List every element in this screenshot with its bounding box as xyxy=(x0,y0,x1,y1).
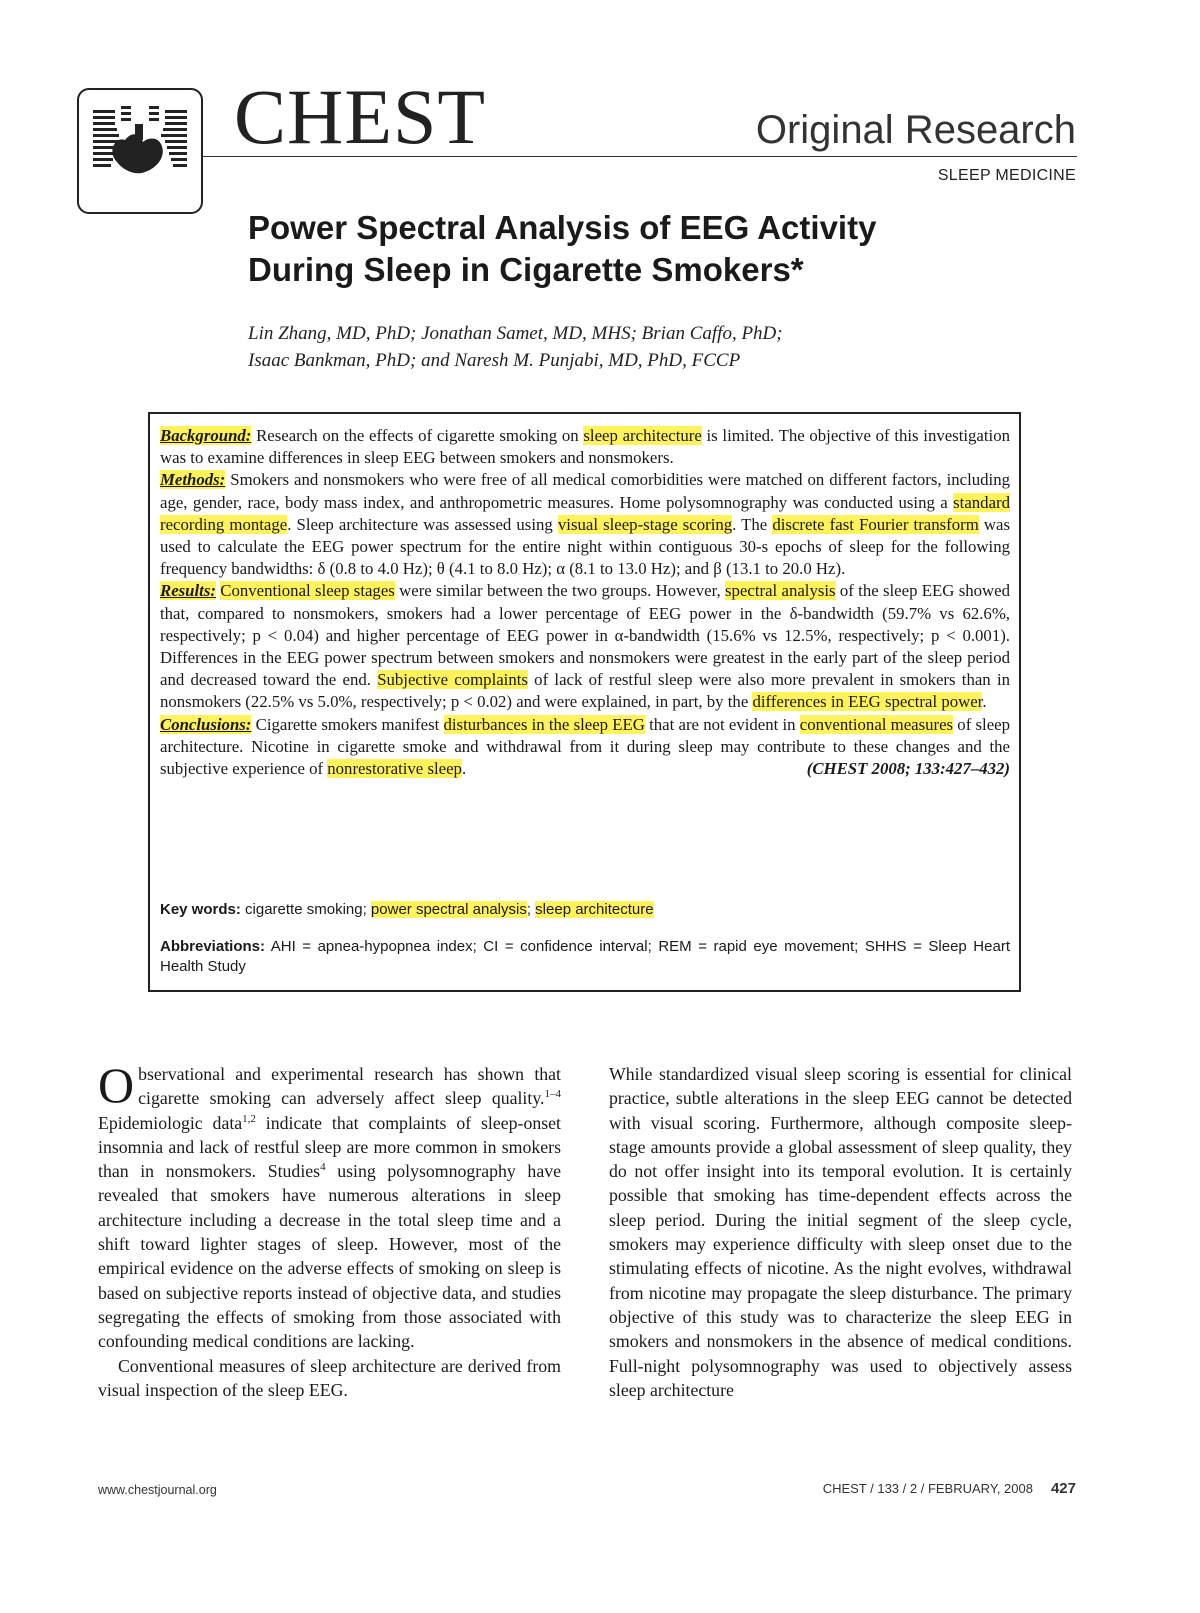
highlight: power spectral analysis xyxy=(370,901,527,918)
footer-issue xyxy=(823,1480,1076,1497)
abstract-text: Cigarette smokers manifest xyxy=(251,714,444,734)
highlight: differences in EEG spectral power xyxy=(752,692,983,712)
author-list xyxy=(248,320,1068,374)
background-label: Background: xyxy=(160,426,252,445)
body-paragraph: While standardized visual sleep scoring is essential for clinical practice, subtle alterations in the sleep EEG cannot be detected with visual scoring. Furthermore, although composite sleep-stage amounts provide a global assessment of sleep quality, they do not offer insight into its temporal evolution. It is certainly possible that smoking has time-dependent effects across the sleep period. During the initial segment of the sleep cycle, smokers may experience difficulty with sleep onset due to the stimulating effects of nicotine. As the night evolves, withdrawal from nicotine may propagate the sleep disturbance. The primary objective of this study was to characterize the sleep EEG in smokers and nonsmokers in the absence of medical conditions. Full-night polysomnography was used to objectively assess sleep architecture xyxy=(609,1064,1072,1400)
results-label: Results: xyxy=(160,581,216,601)
abstract-text: that are not evident in xyxy=(644,714,800,734)
abstract-text: . xyxy=(982,692,987,712)
article-title xyxy=(248,207,1068,291)
reference-superscript: 1,2 xyxy=(242,1112,256,1125)
keywords xyxy=(160,900,1010,920)
keywords-label: Key words: xyxy=(160,901,241,918)
abbreviations-text: AHI = apnea-hypopnea index; CI = confidence interval; REM = rapid eye movement; SHHS = Sleep Heart Health Study xyxy=(160,938,1010,975)
abstract-text: . Sleep architecture was assessed using xyxy=(287,514,558,534)
abstract-text: of lack of restful sleep were also more prevalent in smokers than in nonsmokers (22.5% vs 5.0%, respectively; p < 0.02) and were explained, in part, by the xyxy=(160,670,1010,712)
title-line: During Sleep in Cigarette Smokers* xyxy=(248,251,804,288)
abbreviations-label: Abbreviations: xyxy=(160,938,266,955)
highlight: disturbances in the sleep EEG xyxy=(443,714,645,734)
abstract-text: was used to calculate the EEG power spectrum for the entire night within contiguous 30-s epochs of sleep for the following frequency bandwidths: δ (0.8 to 4.0 Hz); θ (4.1 to 8.0 Hz); α (8.1 to 13.0 Hz); and β (13.1 to 20.0 Hz). xyxy=(160,514,1010,579)
body-paragraph xyxy=(98,1057,561,1354)
authors-line: Isaac Bankman, PhD; and Naresh M. Punjabi, MD, PhD, FCCP xyxy=(248,350,741,371)
abstract-text: of sleep architecture. Nicotine in cigarette smoke and withdrawal from it during sleep may contribute to these changes and the subjective experience of xyxy=(160,714,1010,779)
highlight: Conventional sleep stages xyxy=(220,581,395,601)
abstract-results xyxy=(160,580,1010,713)
citation: (CHEST 2008; 133:427–432) xyxy=(806,759,1010,779)
issue-info: CHEST / 133 / 2 / FEBRUARY, 2008 xyxy=(822,1481,1033,1496)
drop-cap: O xyxy=(98,1057,135,1113)
body-column-left xyxy=(98,1057,561,1402)
abstract xyxy=(160,425,1010,780)
abstract-text: is limited. The objective of this investigation was to examine differences in sleep EEG between smokers and nonsmokers. xyxy=(160,426,1010,468)
highlight: sleep architecture xyxy=(535,901,654,918)
highlight: spectral analysis xyxy=(725,581,836,601)
highlight: discrete fast Fourier transform xyxy=(772,514,979,534)
title-line: Power Spectral Analysis of EEG Activity xyxy=(248,209,877,246)
keywords-text: cigarette smoking; xyxy=(240,901,371,918)
body-column-right xyxy=(609,1062,1072,1402)
body-text: bservational and experimental research has shown that cigarette smoking can adversely affect sleep quality. xyxy=(138,1064,561,1109)
abstract-background xyxy=(160,425,1010,469)
journal-name: CHEST xyxy=(234,73,487,160)
highlight: standard recording montage xyxy=(160,492,1010,534)
highlight: visual sleep-stage scoring xyxy=(557,514,733,534)
abstract-text: of the sleep EEG showed that, compared to nonsmokers, smokers had a lower percentage of EEG power in the δ-bandwidth (59.7% vs 62.6%, respectively; p < 0.04) and higher percentage of EEG power in α-bandwidth (15.6% vs 12.5%, respectively; p < 0.001). Differences in the EEG power spectrum between smokers and nonsmokers were greatest in the early part of the sleep period and decreased toward the end. xyxy=(160,581,1010,690)
body-text: Epidemiologic data xyxy=(98,1112,243,1133)
section-type: Original Research xyxy=(755,108,1076,152)
body-text: using polysomnography have revealed that smokers have numerous alterations in sleep architecture including a decrease in the total sleep time and a shift toward lighter stages of sleep. However, most of the empirical evidence on the adverse effects of smoking on sleep is based on subjective reports instead of objective data, and studies segregating the effects of smoking from those associated with confounding medical conditions are lacking. xyxy=(98,1161,561,1352)
highlight: conventional measures xyxy=(799,714,954,734)
abbreviations xyxy=(160,937,1010,977)
footer-url: www.chestjournal.org xyxy=(98,1483,217,1497)
abstract-methods xyxy=(160,469,1010,580)
conclusions-label: Conclusions: xyxy=(160,714,252,734)
abstract-text: were similar between the two groups. However, xyxy=(394,581,726,601)
chest-lungs-heart-logo-icon xyxy=(85,96,195,206)
page-number: 427 xyxy=(1050,1480,1076,1497)
body-paragraph: Conventional measures of sleep architecture are derived from visual inspection of the sleep EEG. xyxy=(98,1355,561,1400)
methods-label: Methods: xyxy=(160,470,226,490)
abstract-text: Smokers and nonsmokers who were free of all medical comorbidities were matched on different factors, including age, gender, race, body mass index, and anthropometric measures. Home polysomnography was conducted using a xyxy=(160,470,1010,512)
header-rule xyxy=(203,156,1077,157)
highlight: sleep architecture xyxy=(583,426,702,445)
highlight: nonrestorative sleep xyxy=(327,759,462,779)
abstract-text: . The xyxy=(732,514,773,534)
reference-superscript: 1–4 xyxy=(544,1088,561,1101)
section-subtype: SLEEP MEDICINE xyxy=(937,167,1076,184)
journal-logo xyxy=(77,88,203,214)
reference-superscript: 4 xyxy=(320,1161,326,1174)
authors-line: Lin Zhang, MD, PhD; Jonathan Samet, MD, MHS; Brian Caffo, PhD; xyxy=(248,323,783,344)
abstract-text: . xyxy=(461,759,467,779)
keywords-text: ; xyxy=(526,901,536,918)
body-text: indicate that complaints of sleep-onset insomnia and lack of restful sleep are more common in smokers than in nonsmokers. Studies xyxy=(98,1112,561,1182)
abstract-text: Research on the effects of cigarette smoking on xyxy=(251,426,584,445)
highlight: Subjective complaints xyxy=(377,670,528,690)
